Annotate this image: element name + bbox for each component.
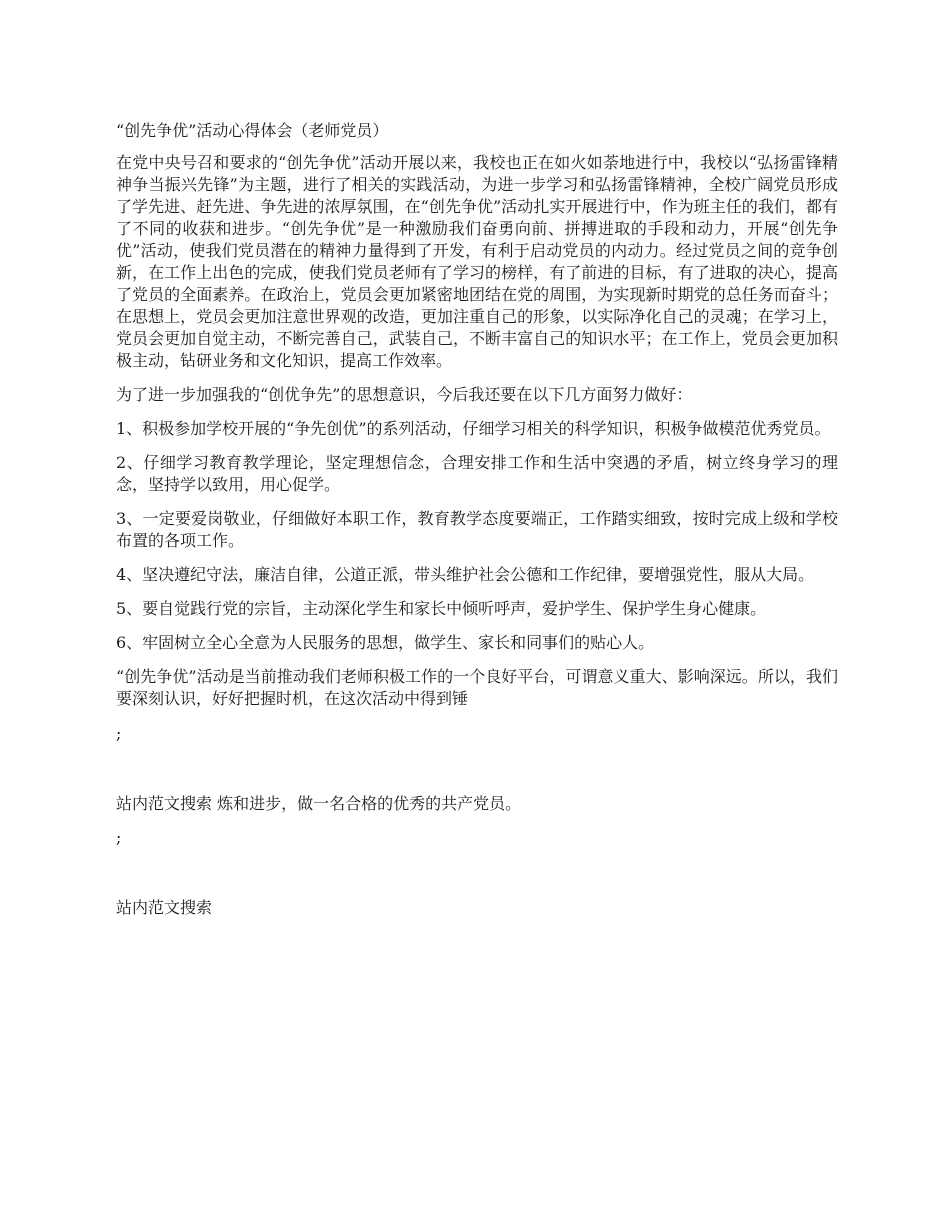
site-search-line: 站内范文搜索 炼和进步，做一名合格的优秀的共产党员。 bbox=[116, 794, 522, 813]
list-item: 5、要自觉践行党的宗旨，主动深化学生和家长中倾听呼声，爱护学生、保护学生身心健康。 bbox=[116, 599, 767, 618]
list-item: 4、坚决遵纪守法，廉洁自律，公道正派，带头维护社会公德和工作纪律，要增强党性，服从大局。 bbox=[116, 565, 815, 584]
list-item: 6、牢固树立全心全意为人民服务的思想，做学生、家长和同事们的贴心人。 bbox=[116, 633, 655, 652]
site-search-label: 站内范文搜索 bbox=[116, 898, 213, 917]
separator: ; bbox=[116, 828, 122, 847]
list-item: 3、一定要爱岗敬业，仔细做好本职工作，教育教学态度要端正，工作踏实细致，按时完成上级和学校布置的各项工作。 bbox=[116, 509, 838, 550]
closing-paragraph: “创先争优”活动是当前推动我们老师积极工作的一个良好平台，可谓意义重大、影响深远。所以，我们要深刻认识，好好把握时机，在这次活动中得到锤 bbox=[116, 667, 838, 708]
document-page bbox=[116, 120, 838, 919]
list-item: 1、积极参加学校开展的“争先创优”的系列活动，仔细学习相关的科学知识，积极争做模范优秀党员。 bbox=[116, 419, 831, 438]
list-item: 2、仔细学习教育教学理论，坚定理想信念，合理安排工作和生活中突遇的矛盾，树立终身学习的理念，坚持学以致用，用心促学。 bbox=[116, 453, 838, 494]
document-title: “创先争优”活动心得体会（老师党员） bbox=[116, 121, 389, 140]
lead-paragraph: 为了进一步加强我的“创优争先”的思想意识，今后我还要在以下几方面努力做好： bbox=[116, 385, 693, 404]
separator: ; bbox=[116, 724, 122, 743]
intro-paragraph: 在党中央号召和要求的“创先争优”活动开展以来，我校也正在如火如荼地进行中，我校以“弘扬雷锋精神争当振兴先锋”为主题，进行了相关的实践活动，为进一步学习和弘扬雷锋精神，全校广阔党员形成了学先进、赶先进、争先进的浓厚氛围，在“创先争优”活动扎实开展进行中，作为班主任的我们，都有了不同的收获和进步。“创先争优”是一种激励我们奋勇向前、拼搏进取的手段和动力，开展“创先争优”活动，使我们党员潜在的精神力量得到了开发，有利于启动党员的内动力。经过党员之间的竞争创新，在工作上出色的完成，使我们党员老师有了学习的榜样，有了前进的目标，有了进取的决心，提高了党员的全面素养。在政治上，党员会更加紧密地团结在党的周围，为实现新时期党的总任务而奋斗；在思想上，党员会更加注意世界观的改造，更加注重自己的形象，以实际净化自己的灵魂；在学习上，党员会更加自觉主动，不断完善自己，武装自己，不断丰富自己的知识水平；在工作上，党员会更加积极主动，钻研业务和文化知识，提高工作效率。 bbox=[116, 153, 838, 370]
